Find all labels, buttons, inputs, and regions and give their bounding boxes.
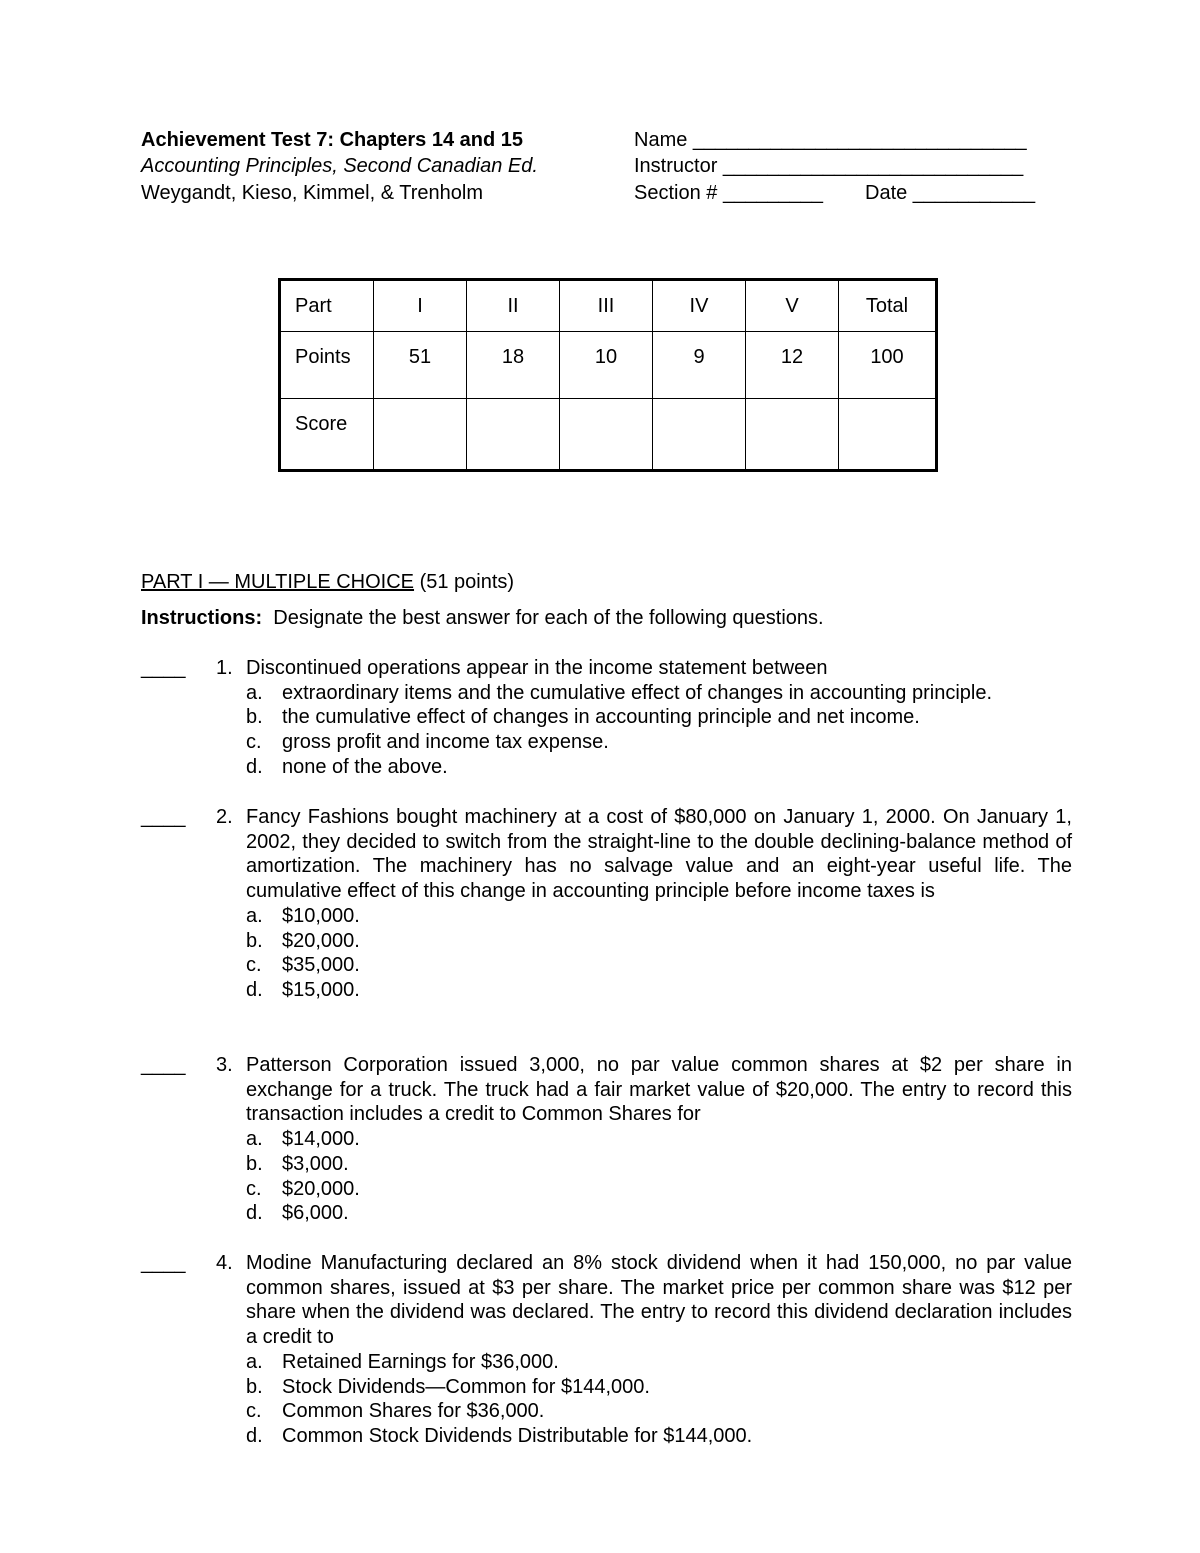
score-table-row-score: [280, 399, 937, 471]
score-cell[interactable]: [839, 399, 937, 471]
part-header: I: [374, 280, 467, 332]
instructor-field[interactable]: Instructor ___________________________: [634, 155, 1024, 177]
option-letter: d.: [246, 755, 263, 778]
row-label-part: Part: [280, 280, 374, 332]
instructions: [141, 607, 824, 630]
option-letter: a.: [246, 904, 263, 927]
question-number: 1.: [216, 657, 233, 679]
answer-option: [246, 681, 1072, 706]
score-table: [278, 278, 938, 472]
answer-option: [246, 1375, 1072, 1400]
answer-option: [246, 1177, 1072, 1202]
points-cell: 9: [653, 332, 746, 399]
option-letter: b.: [246, 1152, 263, 1175]
textbook-authors: Weygandt, Kieso, Kimmel, & Trenholm: [141, 182, 483, 204]
option-text: $3,000.: [282, 1152, 349, 1175]
answer-option: [246, 1201, 1072, 1226]
answer-blank[interactable]: ____: [141, 657, 186, 679]
score-cell[interactable]: [746, 399, 839, 471]
part-header: II: [467, 280, 560, 332]
date-field[interactable]: Date ___________: [865, 182, 1036, 204]
option-letter: a.: [246, 681, 263, 704]
answer-option: [246, 705, 1072, 730]
option-text: $15,000.: [282, 978, 360, 1001]
option-letter: a.: [246, 1128, 263, 1151]
score-cell[interactable]: [374, 399, 467, 471]
option-letter: c.: [246, 954, 262, 977]
question-stem: Fancy Fashions bought machinery at a cost of $80,000 on January 1, 2000. On January 1, 2002, they decided to switch from the straight-line to the double declining-balance method of amortization. The machinery has no salvage value and an eight-year useful life. The cumulative effect of this change in accounting principle before income taxes is: [246, 806, 1072, 903]
score-table-row-points: [280, 332, 937, 399]
option-letter: b.: [246, 1375, 263, 1398]
option-letter: d.: [246, 978, 263, 1001]
question-number: 2.: [216, 806, 233, 828]
row-label-score: Score: [280, 399, 374, 471]
answer-option: [246, 1350, 1072, 1375]
option-text: $20,000.: [282, 1177, 360, 1200]
answer-blank[interactable]: ____: [141, 1252, 186, 1274]
score-cell[interactable]: [467, 399, 560, 471]
question-stem: Modine Manufacturing declared an 8% stock dividend when it had 150,000, no par value common shares, issued at $3 per share. The market price per common share was $12 per share when the dividend was declared. The entry to record this dividend declaration includes a credit to: [246, 1252, 1072, 1349]
option-text: gross profit and income tax expense.: [282, 731, 609, 754]
textbook-title: Accounting Principles, Second Canadian Ed.: [141, 155, 538, 177]
answer-option: [246, 1424, 1072, 1449]
option-letter: c.: [246, 731, 262, 754]
option-text: Stock Dividends—Common for $144,000.: [282, 1375, 650, 1398]
question-1: [141, 656, 1072, 780]
part-title: PART I — MULTIPLE CHOICE: [141, 571, 415, 593]
option-text: extraordinary items and the cumulative effect of changes in accounting principle.: [282, 681, 993, 704]
answer-option: [246, 1399, 1072, 1424]
part-header: III: [560, 280, 653, 332]
answer-option: [246, 1127, 1072, 1152]
option-letter: b.: [246, 706, 263, 729]
score-table-row-part: [280, 280, 937, 332]
points-cell: 10: [560, 332, 653, 399]
option-text: $10,000.: [282, 904, 360, 927]
answer-option: [246, 730, 1072, 755]
question-4: [141, 1251, 1072, 1449]
question-stem: Patterson Corporation issued 3,000, no par value common shares at $2 per share in exchange for a truck. The truck had a fair market value of $20,000. The entry to record this transaction includes a credit to Common Shares for: [246, 1054, 1072, 1126]
name-field[interactable]: Name ______________________________: [634, 129, 1027, 151]
points-cell: 100: [839, 332, 937, 399]
test-title: Achievement Test 7: Chapters 14 and 15: [141, 129, 523, 151]
option-letter: c.: [246, 1400, 262, 1423]
section-field[interactable]: Section # _________: [634, 182, 824, 204]
part-header: Total: [839, 280, 937, 332]
question-number: 4.: [216, 1252, 233, 1274]
part-points: (51 points): [419, 571, 515, 593]
option-letter: c.: [246, 1177, 262, 1200]
answer-option: [246, 755, 1072, 780]
option-letter: a.: [246, 1350, 263, 1373]
option-text: none of the above.: [282, 755, 448, 778]
answer-option: [246, 953, 1072, 978]
part-heading: [141, 571, 514, 594]
option-text: Common Shares for $36,000.: [282, 1400, 545, 1423]
option-letter: d.: [246, 1424, 263, 1447]
question-3: [141, 1053, 1072, 1226]
option-text: the cumulative effect of changes in accounting principle and net income.: [282, 706, 920, 729]
points-cell: 51: [374, 332, 467, 399]
answer-option: [246, 1152, 1072, 1177]
part-header: IV: [653, 280, 746, 332]
question-2: [141, 805, 1072, 1003]
score-cell[interactable]: [560, 399, 653, 471]
points-cell: 12: [746, 332, 839, 399]
option-text: $14,000.: [282, 1128, 360, 1151]
answer-option: [246, 929, 1072, 954]
option-text: Retained Earnings for $36,000.: [282, 1350, 559, 1373]
instructions-text: Designate the best answer for each of the following questions.: [273, 607, 824, 629]
option-letter: b.: [246, 929, 263, 952]
option-text: Common Stock Dividends Distributable for $144,000.: [282, 1424, 753, 1447]
score-cell[interactable]: [653, 399, 746, 471]
question-number: 3.: [216, 1054, 233, 1076]
option-text: $20,000.: [282, 929, 360, 952]
question-stem: Discontinued operations appear in the income statement between: [246, 657, 828, 679]
instructions-label: Instructions:: [141, 607, 263, 629]
answer-option: [246, 978, 1072, 1003]
answer-option: [246, 904, 1072, 929]
option-letter: d.: [246, 1202, 263, 1225]
answer-blank[interactable]: ____: [141, 1054, 186, 1076]
answer-blank[interactable]: ____: [141, 806, 186, 828]
points-cell: 18: [467, 332, 560, 399]
part-header: V: [746, 280, 839, 332]
option-text: $35,000.: [282, 954, 360, 977]
row-label-points: Points: [280, 332, 374, 399]
option-text: $6,000.: [282, 1202, 349, 1225]
